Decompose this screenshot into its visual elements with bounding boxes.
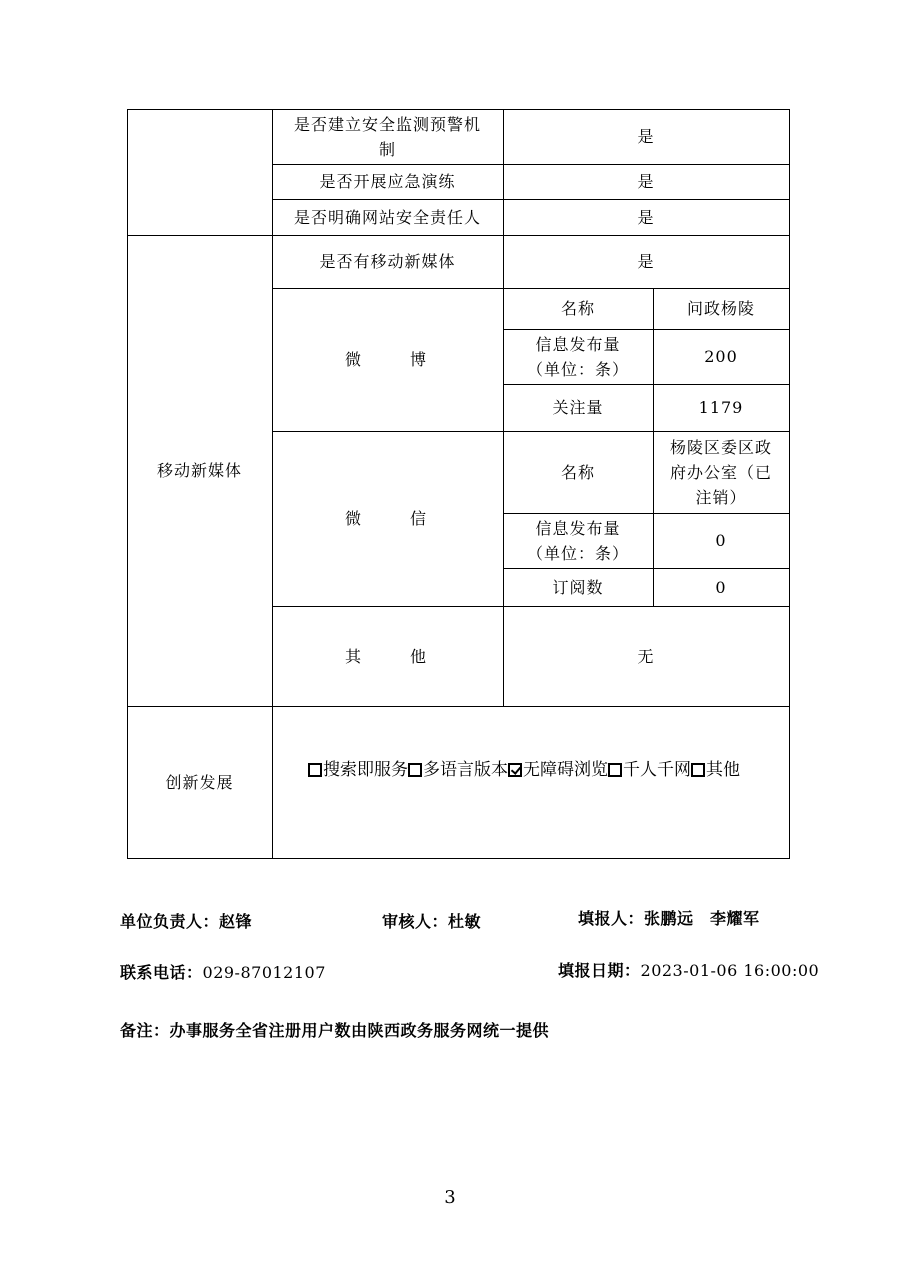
reviewer-label: 审核人： — [382, 912, 449, 931]
remark: 备注：办事服务全省注册用户数由陕西政务服务网统一提供 — [120, 1021, 550, 1040]
filler-label: 填报人： — [578, 909, 645, 928]
wechat-posts-value: 0 — [715, 531, 727, 550]
date-label: 填报日期： — [558, 961, 641, 980]
has-media-value: 是 — [637, 252, 655, 271]
date-value: 2023-01-06 16:00:00 — [640, 961, 820, 980]
filler — [578, 906, 760, 929]
drill-label: 是否开展应急演练 — [319, 172, 456, 191]
weibo-posts-label: 信息发布量（单位：条） — [526, 334, 629, 379]
phone-label: 联系电话： — [120, 963, 203, 982]
has-media-label: 是否有移动新媒体 — [319, 252, 456, 271]
contact-phone — [120, 960, 326, 983]
innovation-options — [272, 706, 789, 834]
wechat-name-value: 杨陵区委区政府办公室（已注销） — [669, 437, 772, 507]
reviewer-value: 杜敏 — [448, 912, 482, 931]
option-label: 搜索即服务 — [323, 759, 408, 780]
wechat-sub-label: 订阅数 — [552, 577, 604, 597]
unit-head-value: 赵锋 — [219, 912, 253, 931]
wechat-label: 微 信 — [344, 509, 449, 528]
checkbox-search-service[interactable] — [308, 763, 322, 777]
media-section-label: 移动新媒体 — [156, 461, 242, 480]
fill-date — [558, 958, 819, 981]
weibo-name-value: 问政杨陵 — [686, 299, 755, 318]
option-label: 无障碍浏览 — [523, 759, 608, 780]
responsible-label: 是否明确网站安全责任人 — [293, 207, 481, 227]
weibo-posts-value: 200 — [704, 347, 738, 366]
reviewer — [382, 909, 481, 932]
other-value: 无 — [637, 646, 655, 666]
checkbox-other[interactable] — [691, 763, 705, 777]
other-label: 其 他 — [344, 646, 449, 666]
monitoring-value: 是 — [637, 127, 655, 146]
innovation-label: 创新发展 — [165, 772, 234, 792]
checkbox-personalized[interactable] — [608, 763, 622, 777]
checkbox-multilingual[interactable] — [408, 763, 422, 777]
monitoring-label: 是否建立安全监测预警机制 — [294, 114, 482, 159]
page-number: 3 — [444, 1187, 456, 1208]
option-label: 多语言版本 — [423, 759, 508, 780]
option-label: 千人千网 — [623, 759, 691, 780]
weibo-label: 微 博 — [344, 350, 449, 369]
drill-value: 是 — [637, 172, 655, 191]
phone-value: 029-87012107 — [202, 963, 326, 982]
weibo-name-label: 名称 — [560, 299, 595, 318]
unit-head-label: 单位负责人： — [120, 912, 220, 931]
option-label: 其他 — [706, 759, 740, 780]
filler-value: 张鹏远 李耀军 — [644, 909, 760, 928]
wechat-sub-value: 0 — [715, 577, 727, 597]
weibo-follow-label: 关注量 — [552, 398, 604, 417]
checkbox-accessibility[interactable] — [508, 763, 522, 777]
unit-head — [120, 909, 252, 932]
rule-right — [789, 109, 790, 859]
wechat-name-label: 名称 — [560, 462, 595, 482]
responsible-value: 是 — [637, 207, 655, 227]
rule-bottom — [127, 858, 790, 859]
wechat-posts-label: 信息发布量（单位：条） — [526, 518, 629, 563]
weibo-follow-value: 1179 — [698, 398, 744, 417]
